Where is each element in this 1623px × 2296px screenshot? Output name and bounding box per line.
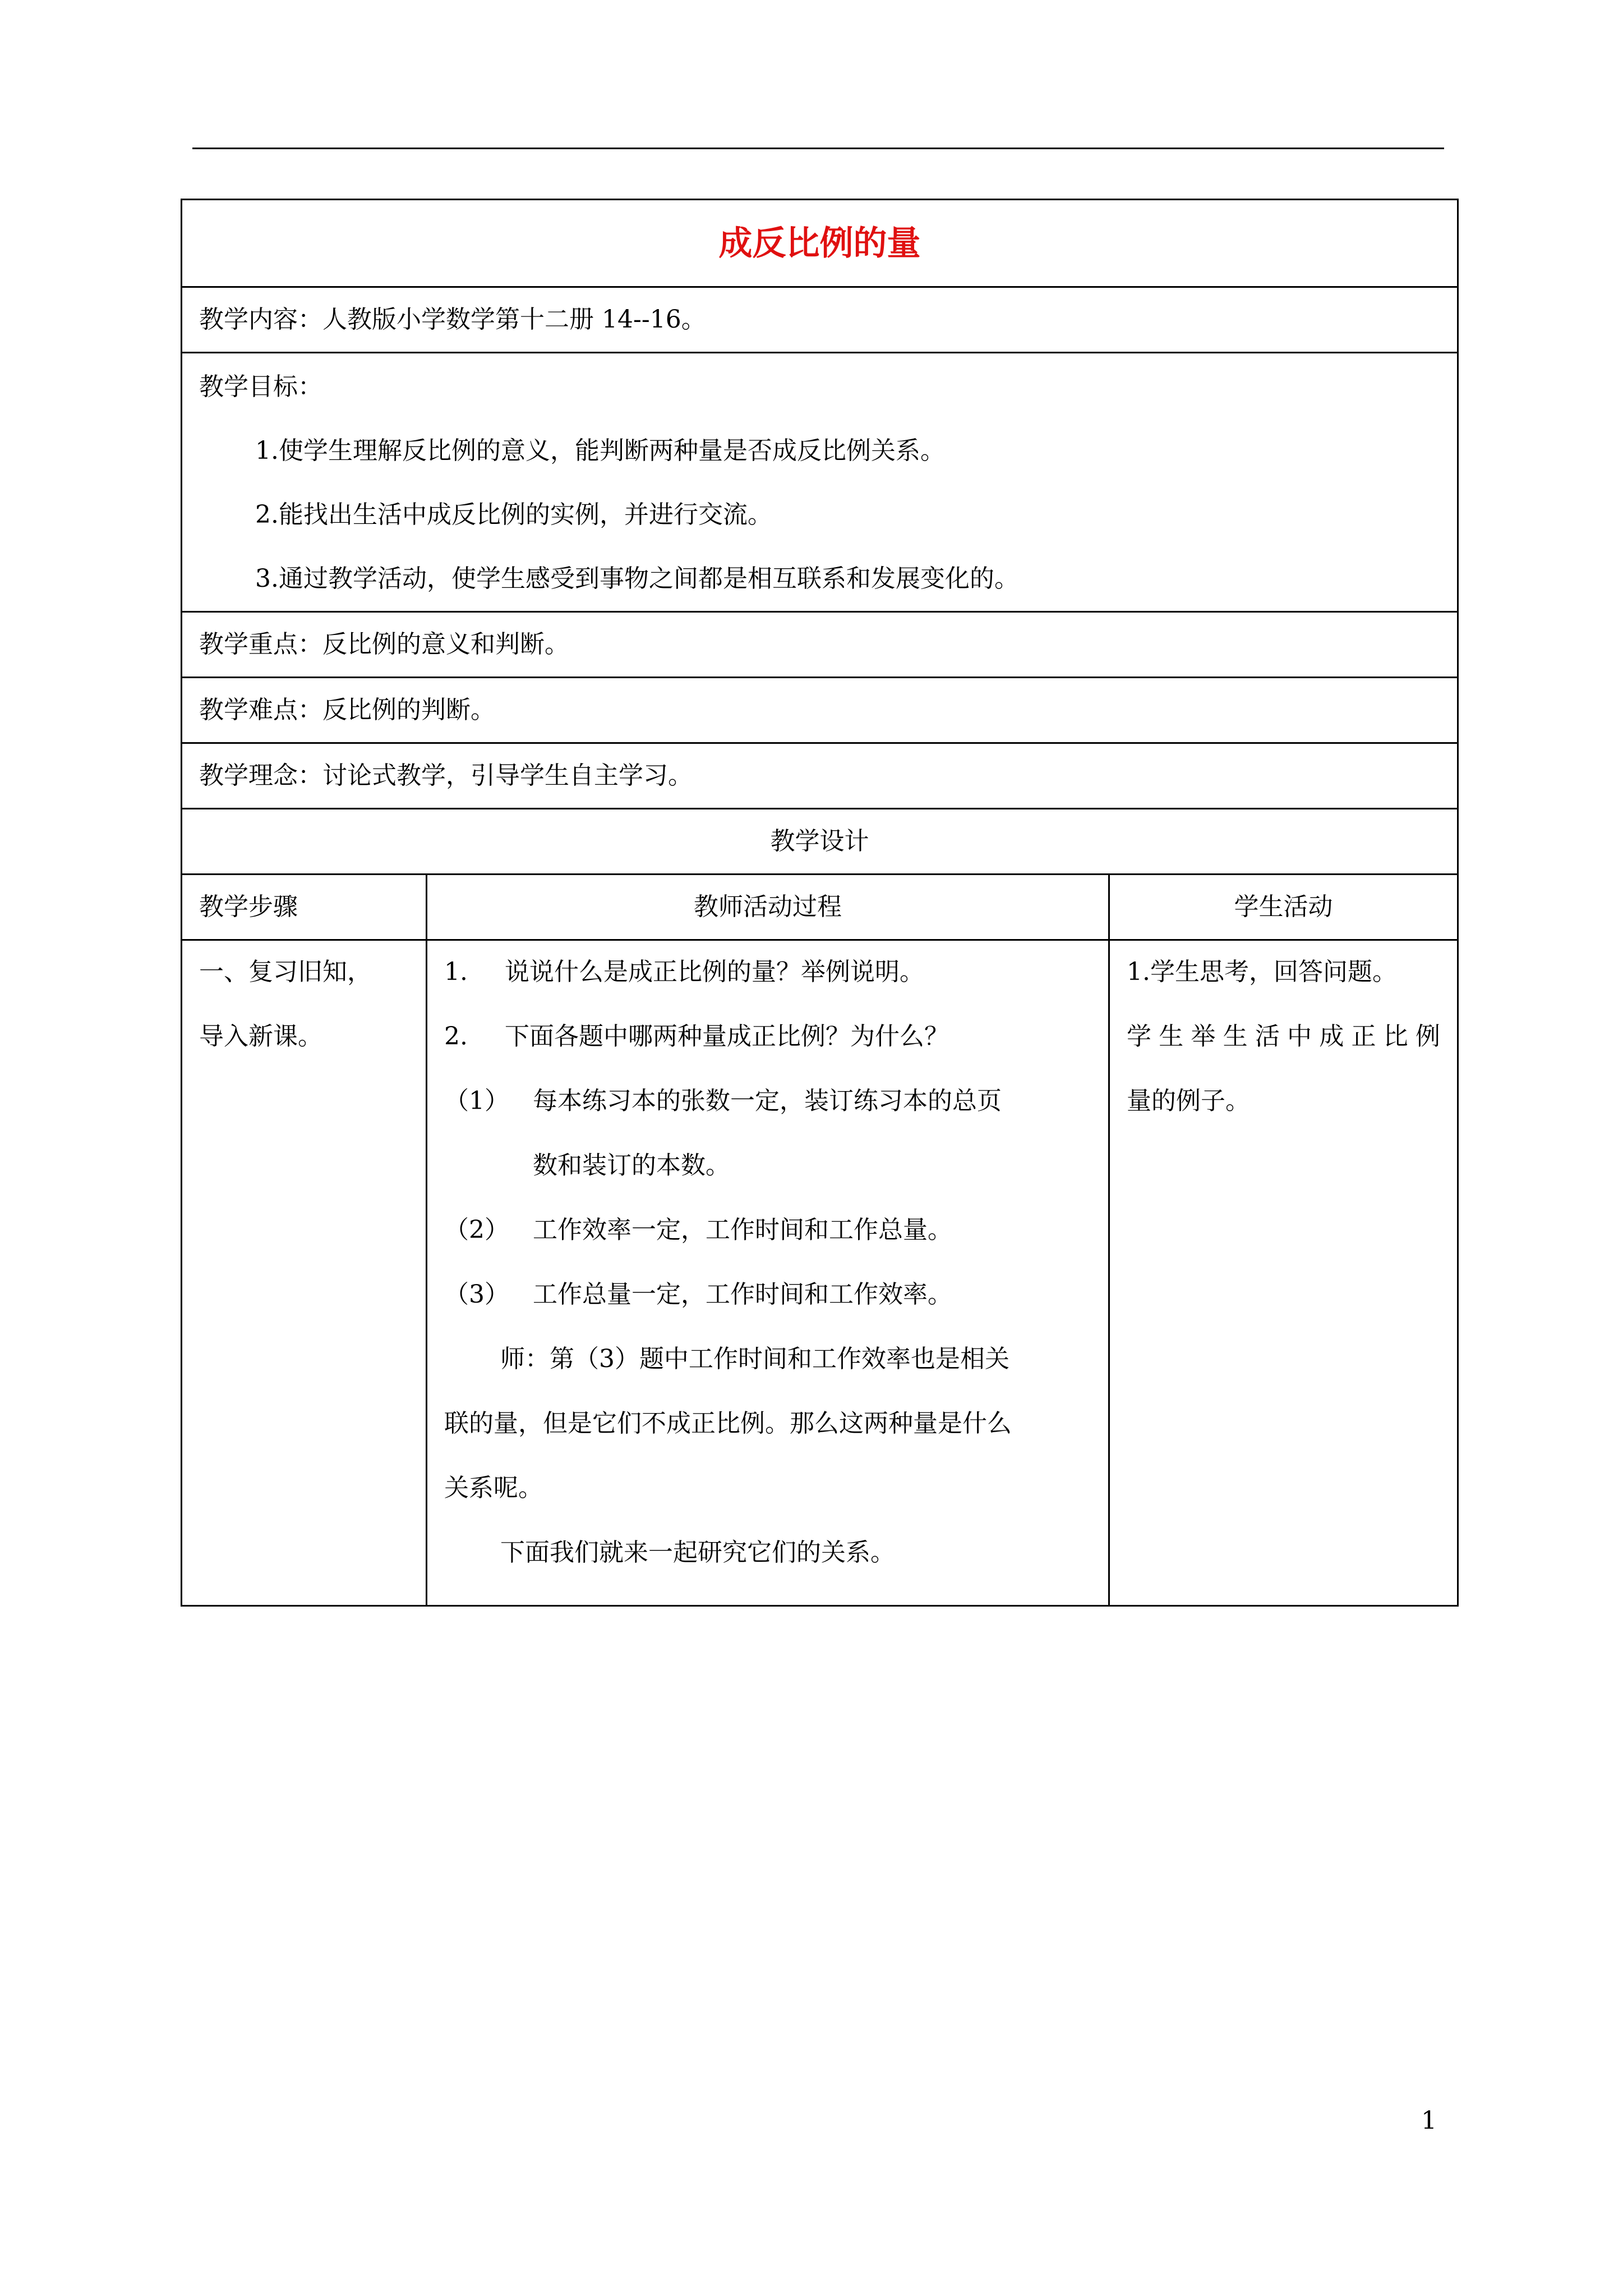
column-header-teacher: 教师活动过程 <box>427 875 1109 940</box>
content-row: 教学内容：人教版小学数学第十二册 14--16。 <box>182 287 1458 353</box>
design-header: 教学设计 <box>182 809 1458 875</box>
sub-item-continuation: 数和装订的本数。 <box>533 1151 730 1180</box>
item-text: 说说什么是成正比例的量？举例说明。 <box>505 958 924 986</box>
teacher-item-1 <box>444 960 1091 1024</box>
teacher-sub-item-3 <box>444 1282 1091 1347</box>
teacher-paragraph-line: 关系呢。 <box>444 1474 543 1502</box>
teacher-paragraph-line: 师：第（3）题中工作时间和工作效率也是相关 <box>500 1345 1009 1373</box>
sub-item-text: 工作效率一定，工作时间和工作总量。 <box>533 1216 952 1244</box>
teacher-paragraph-line: 联的量，但是它们不成正比例。那么这两种量是什么 <box>444 1409 1012 1438</box>
step-line: 导入新课。 <box>199 1022 322 1051</box>
teacher-sub-item-1 <box>444 1089 1091 1153</box>
goal-item: 2.能找出生活中成反比例的实例，并进行交流。 <box>255 500 772 529</box>
step-cell <box>182 940 427 1606</box>
item-number: 2. <box>444 1022 468 1051</box>
title-row <box>182 200 1458 287</box>
sub-item-number: （2） <box>444 1216 509 1244</box>
lesson-plan-table <box>181 199 1459 1607</box>
sub-item-number: （1） <box>444 1087 509 1115</box>
item-text: 下面各题中哪两种量成正比例？为什么？ <box>505 1022 949 1051</box>
item-number: 1. <box>444 958 468 986</box>
goals-label: 教学目标： <box>199 372 322 401</box>
sub-item-number: （3） <box>444 1280 509 1309</box>
column-header-row <box>182 875 1458 940</box>
student-activity-cell <box>1109 940 1458 1606</box>
step-row <box>182 940 1458 1606</box>
header-rule <box>192 148 1444 149</box>
teacher-item-2 <box>444 1024 1091 1089</box>
sub-item-text: 每本练习本的张数一定，装订练习本的总页 <box>533 1087 1002 1115</box>
difficulty-row: 教学难点：反比例的判断。 <box>182 678 1458 743</box>
sub-item-text: 工作总量一定，工作时间和工作效率。 <box>533 1280 952 1309</box>
teacher-paragraph-line: 下面我们就来一起研究它们的关系。 <box>500 1538 895 1567</box>
teacher-activity-cell <box>427 940 1109 1606</box>
title-cell <box>182 200 1458 287</box>
philosophy-row: 教学理念：讨论式教学，引导学生自主学习。 <box>182 743 1458 809</box>
key-point-row: 教学重点：反比例的意义和判断。 <box>182 612 1458 678</box>
column-header-step: 教学步骤 <box>182 875 427 940</box>
goal-item: 3.通过教学活动，使学生感受到事物之间都是相互联系和发展变化的。 <box>255 564 1019 593</box>
goal-item: 1.使学生理解反比例的意义，能判断两种量是否成反比例关系。 <box>255 436 945 465</box>
student-line: 学生举生活中成正比例 <box>1127 1022 1440 1051</box>
student-line: 1.学生思考，回答问题。 <box>1127 958 1397 986</box>
document-title: 成反比例的量 <box>718 223 921 263</box>
student-line: 量的例子。 <box>1127 1087 1250 1115</box>
teacher-sub-item-2 <box>444 1218 1091 1282</box>
page-number: 1 <box>1421 2106 1437 2135</box>
column-header-student: 学生活动 <box>1109 875 1458 940</box>
step-line: 一、复习旧知， <box>199 958 372 986</box>
goals-row <box>182 353 1458 612</box>
